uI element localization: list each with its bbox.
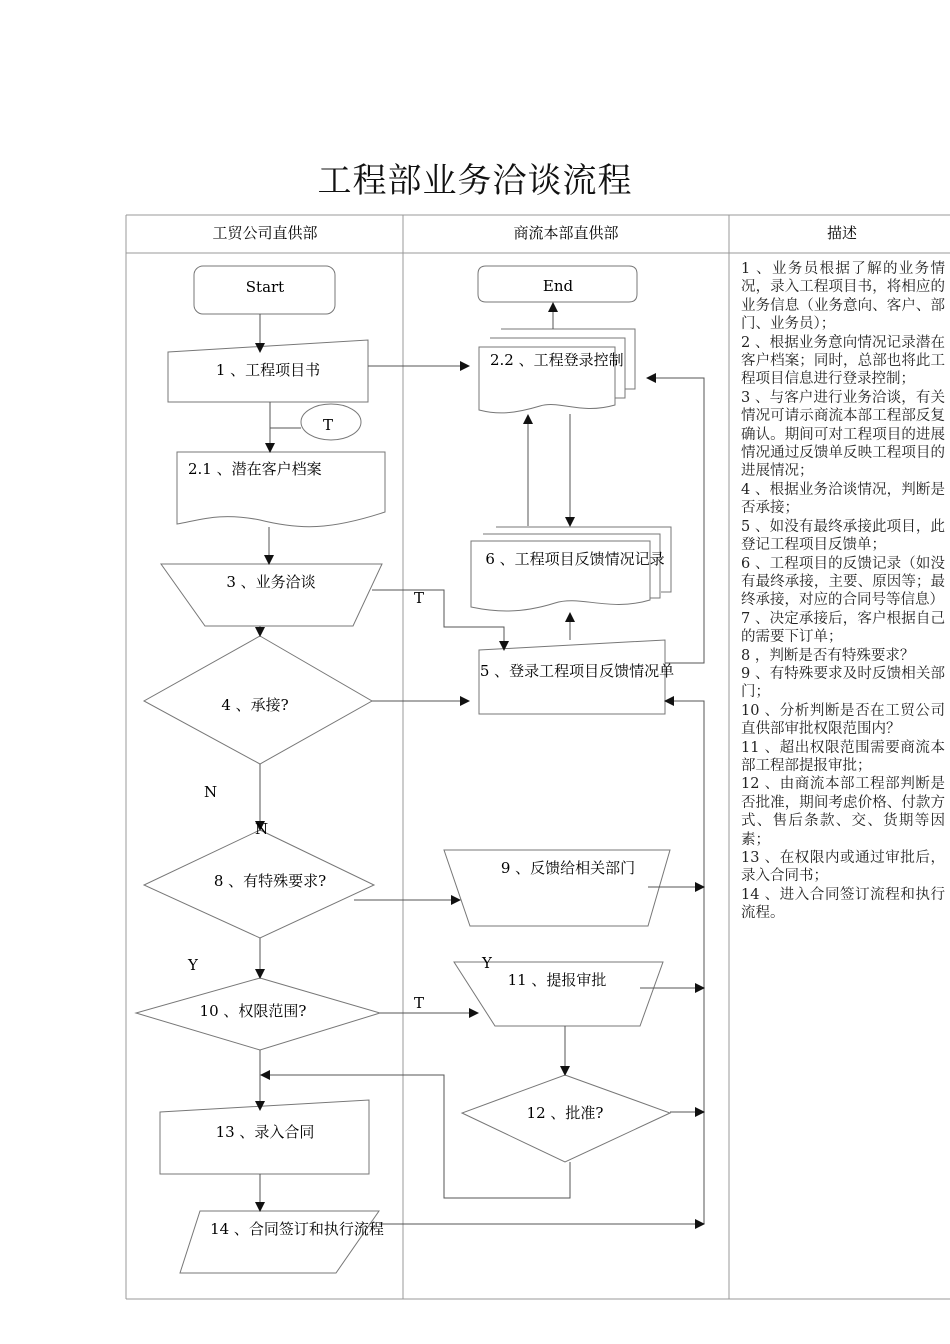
t-connector-label: T: [322, 416, 334, 434]
node-8-label: 8 、有特殊要求?: [213, 872, 327, 890]
node-5-label: 5 、登录工程项目反馈情况单: [479, 662, 675, 680]
column-header-gongmao: 工贸公司直供部: [212, 224, 318, 242]
edge-label-t-10: T: [414, 994, 425, 1012]
description-step-4: 4 、根据业务洽谈情况，判断是否承接；: [741, 481, 945, 517]
description-step-9: 9 、有特殊要求及时反馈相关部门；: [741, 665, 945, 701]
node-3-label: 3 、业务洽谈: [226, 573, 316, 591]
node-2-2-label: 2.2 、工程登录控制: [490, 351, 624, 369]
description-step-11: 11 、超出权限范围需要商流本部工程部提报审批；: [741, 739, 945, 774]
node-4-label: 4 、承接?: [221, 696, 289, 714]
description-step-1: 1 、业务员根据了解的业务情况，录入工程项目书，将相应的业务信息（业务意向、客户、部门、业务员）；: [741, 261, 945, 333]
edge-label-t-3-5: T: [414, 589, 425, 607]
node-2-1-label: 2.1 、潜在客户档案: [188, 460, 322, 478]
edge-label-y-8b: Y: [482, 954, 492, 972]
column-header-description: 描述: [826, 224, 858, 242]
edge-label-n-4b: N: [255, 820, 269, 838]
description-step-7: 7 、决定承接后，客户根据自己的需要下订单；: [741, 610, 945, 646]
description-step-3: 3 、与客户进行业务洽谈，有关情况可请示商流本部工程部反复确认。期间可对工程项目的进展情况通过反馈单反映工程项目的进展情况；: [741, 389, 945, 480]
node-10-label: 10 、权限范围?: [199, 1002, 307, 1020]
description-step-2: 2 、根据业务意向情况记录潜在客户档案；同时，总部也将此工程项目信息进行登录控制；: [741, 334, 945, 388]
edge-label-n-4: N: [204, 783, 218, 801]
connector-lines: [260, 303, 704, 1224]
description-step-8: 8 ，判断是否有特殊要求？: [741, 647, 915, 664]
end-label: End: [542, 277, 574, 295]
description-step-14: 14 、进入合同签订流程和执行流程。: [741, 886, 945, 922]
node-1-label: 1 、工程项目书: [215, 361, 321, 379]
description-step-13: 13 、在权限内或通过审批后，录入合同书；: [741, 850, 945, 885]
description-column: [741, 260, 945, 923]
page-title: 工程部业务洽谈流程: [317, 161, 633, 201]
node-11-label: 11 、提报审批: [507, 971, 607, 989]
description-step-10: 10 、分析判断是否在工贸公司直供部审批权限范围内？: [741, 702, 945, 738]
node-13-label: 13 、录入合同: [215, 1123, 315, 1141]
description-step-12: 12 、由商流本部工程部判断是否批准，期间考虑价格、付款方式、售后条款、交、货期等因素；: [741, 776, 945, 848]
description-step-6: 6 、工程项目的反馈记录（如没有最终承接，主要、原因等；最终承接，对应的合同号等信息）: [741, 555, 945, 609]
description-step-5: 5 、如没有最终承接此项目，此登记工程项目反馈单；: [741, 518, 945, 554]
edge-label-y-8: Y: [188, 956, 198, 974]
column-header-shangliu: 商流本部直供部: [513, 224, 619, 242]
node-14-label: 14 、合同签订和执行流程: [210, 1220, 384, 1238]
node-6-label: 6 、工程项目反馈情况记录: [485, 550, 665, 568]
start-label: Start: [245, 278, 285, 296]
node-12-label: 12 、批准?: [526, 1104, 604, 1122]
node-9-label: 9 、反馈给相关部门: [500, 859, 636, 877]
